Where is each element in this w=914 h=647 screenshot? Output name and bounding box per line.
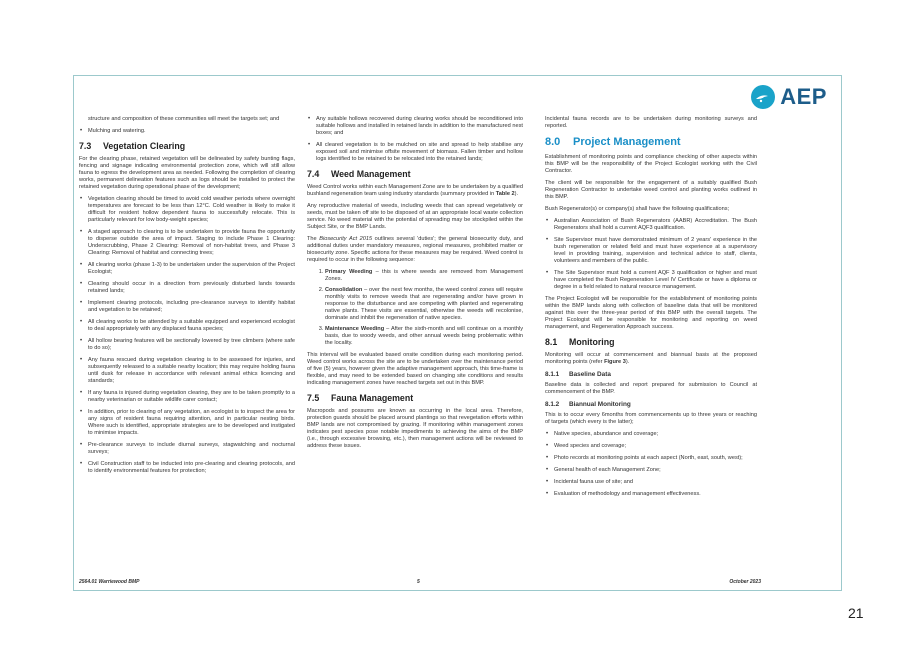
bullet-list [79, 128, 295, 135]
paragraph: Monitoring will occur at commencement and biannual basis at the proposed monitoring points (refer Figure 3). [545, 352, 757, 365]
paragraph: Weed Control works within each Management Zone are to be undertaken by a qualified bushland regeneration team using industry standards (summary provided in Table 2). [307, 184, 524, 197]
footer-document-id: 2564.01 Warriewood BMP [79, 579, 140, 585]
list-item: • Vegetation clearing should be timed to avoid cold weather periods where overnight temperatures are forecast to be less than 12°C. Cold weather is likely to make it difficult for resident hollow dependent fauna to successfully relocate. This is particularly relevant for low body-weight species; [88, 196, 295, 224]
paragraph: structure and composition of these communities will meet the targets set; and [88, 116, 280, 122]
section-heading-8-1: 8.1 Monitoring [545, 337, 615, 347]
list-item: • Pre-clearance surveys to include diurnal surveys, stagwatching and nocturnal surveys; [88, 442, 295, 456]
list-item: • If any fauna is injured during vegetation clearing, they are to be taken promptly to a nearby veterinarian or suitable wildlife carer contact; [88, 390, 295, 404]
list-item: • Any fauna rescued during vegetation clearing is to be assessed for injuries, and subsequently released to a suitable nearby location; this may require holding fauna until dusk for release in accordance with relevant animal ethics licencing and standards; [88, 357, 295, 385]
paragraph: Macropods and possums are known as occurring in the local area. Therefore, protection guards should be placed around plantings so that revegetation efforts within BMP lands are not compromised by grazing. If monitoring within management zones indicates pest species pose notable impediments to achieving the aims of the BMP (i.e., through excessive browsing, etc.), then management actions will be reviewed to address these issues. [307, 408, 523, 449]
list-item: • Weed species and coverage; [554, 443, 757, 450]
column-2 [307, 116, 523, 455]
slide-number: 21 [848, 605, 864, 621]
list-item: • The Site Supervisor must hold a current AQF 3 qualification or higher and must have completed the Bush Regeneration Level IV Certificate or have a diploma or degree in a field related to natural resource management. [554, 270, 757, 291]
list-item: • General health of each Management Zone; [554, 467, 757, 474]
list-item: • Photo records at monitoring points at each aspect (North, east, south, west); [554, 455, 757, 462]
bullet-list [545, 218, 757, 291]
list-item: • Native species, abundance and coverage; [554, 431, 757, 438]
paragraph: The Biosecurity Act 2015 outlines several 'duties'; the general biosecurity duty, and additional duties under mandatory measures, regional measures, prohibited matter or biosecurity zone. Specific actions for these measures may be required. Weed control is required to occur in the following sequence: [307, 236, 523, 263]
paragraph: The client will be responsible for the engagement of a suitably qualified Bush Regeneration Contractor to undertake weed control and planting works outlined in this BMP. [545, 180, 757, 200]
list-item: • All hollow bearing features will be sectionally lowered by tree climbers (where safe to do so); [88, 338, 295, 352]
section-heading-8-0: 8.0 Project Management [545, 136, 681, 148]
document-page [73, 75, 842, 591]
list-item: • Implement clearing protocols, including pre-clearance surveys to identify habitat and vegetation to be retained; [88, 300, 295, 314]
aep-logo-mark-icon [751, 85, 775, 109]
section-heading-7-4: 7.4 Weed Management [307, 169, 411, 179]
list-item: • Incidental fauna use of site; and [554, 479, 757, 486]
list-item: • All cleared vegetation is to be mulched on site and spread to help stabilise any exposed soil and minimise offsite movement of biomass. Fallen timber and hollow logs identified to be retained to be relocated into the retained lands; [316, 142, 523, 163]
aep-logo-text: AEP [780, 84, 827, 109]
list-item: • Civil Construction staff to be inducted into pre-clearing and clearing protocols, and to identify environmental features for protection; [88, 461, 295, 475]
paragraph: Incidental fauna records are to be undertaken during monitoring surveys and reported. [545, 116, 757, 129]
list-item: • Mulching and watering. [88, 128, 295, 135]
column-3 [545, 116, 757, 503]
list-item: • Any suitable hollows recovered during clearing works should be reconditioned into suitable hollows and installed in retained lands in addition to the manufactured nest boxes; and [316, 116, 523, 137]
list-item: • All clearing works (phase 1-3) to be undertaken under the supervision of the Project Ecologist; [88, 262, 295, 276]
list-item: • In addition, prior to clearing of any vegetation, an ecologist is to inspect the area for any signs of resident fauna requiring attention, and in particular nesting birds. Where such is identified, appropriate strategies are to be developed and instigated to minimise impacts. [88, 409, 295, 437]
bullet-list [79, 196, 295, 475]
section-heading-7-3: 7.3 Vegetation Clearing [79, 141, 186, 151]
column-1 [79, 116, 295, 480]
bullet-list [545, 431, 757, 498]
section-heading-8-1-2: 8.1.2 Biannual Monitoring [545, 401, 631, 408]
list-item: 2. Consolidation – over the next few months, the weed control zones will require monthly visits to remove weeds that are regenerating and/or have grown in response to the disturbance and are competing with planted and regenerating native plants. These visits are essential, otherwise the weeds will recolonise, dominate and inhibit the regeneration of native species. [325, 287, 523, 322]
section-heading-8-1-1: 8.1.1 Baseline Data [545, 371, 611, 378]
bullet-list [307, 116, 523, 163]
footer-page-number: 5 [417, 579, 420, 585]
list-item: 1. Primary Weeding – this is where weeds are removed from Management Zones. [325, 269, 523, 283]
footer-date: October 2023 [729, 579, 761, 585]
aep-logo [751, 84, 827, 110]
numbered-list [307, 269, 523, 347]
section-heading-7-5: 7.5 Fauna Management [307, 393, 414, 403]
list-item: • Australian Association of Bush Regenerators (AABR) Accreditation. The Bush Regenerators shall hold a current AQF3 qualification. [554, 218, 757, 232]
list-item: • Clearing should occur in a direction from previously disturbed lands towards retained lands; [88, 281, 295, 295]
paragraph: Baseline data is collected and report prepared for submission to Council at commencement of the BMP. [545, 382, 757, 395]
paragraph: Bush Regenerator(s) or company(s) shall have the following qualifications; [545, 206, 730, 212]
list-item: • Site Supervisor must have demonstrated minimum of 2 years' experience in the bush regeneration or related field and must have experience at a supervisory level in providing training, supervision and technical advice to staff, clients, volunteers and members of the public. [554, 237, 757, 265]
paragraph: This interval will be evaluated based onsite condition during each monitoring period. Weed control works across the site are to be undertaken over the maintenance period of five (5) years, however given the adaptive management approach, this time-frame is flexible, and may need to be extended based on changing site conditions and results indicating management zones have reached targets set out in this BMP. [307, 352, 523, 386]
paragraph: Establishment of monitoring points and compliance checking of other aspects within this BMP will be the responsibility of the Project Ecologist working with the Civil Contractor. [545, 154, 757, 174]
paragraph: This is to occur every 6months from commencements up to three years or reaching of targets (which every is the latter); [545, 412, 757, 425]
list-item: • Evaluation of methodology and management effectiveness. [554, 491, 757, 498]
list-item: • All clearing works to be attended by a suitable equipped and experienced ecologist to deal appropriately with any displaced fauna species; [88, 319, 295, 333]
list-item: • A staged approach to clearing is to be undertaken to provide fauna the opportunity to disperse outside the area of impact. Staging to include Phase 1 Clearing: Underscrubbing, Phase 2 Clearing: Removal of non-habitat trees, and Phase 3 Clearing: Removal of habitat and connecting trees; [88, 229, 295, 257]
paragraph: For the clearing phase, retained vegetation will be delineated by safety bunting flags, fencing and signage indicating environmental protection zone, which will still allow fauna to egress the development area as needed. Following the completion of clearing works, permanent delineation features such as logs should be installed to protect the retained vegetation during operational phase of the development; [79, 156, 295, 190]
paragraph: The Project Ecologist will be responsible for the establishment of monitoring points within the BMP lands along with collection of baseline data that will be monitored against this over the three-year period of this BMP with the overall targets. The Project Ecologist will be responsible for monitoring and reporting on weed management, and Regeneration Approach success. [545, 296, 757, 330]
list-item: 3. Maintenance Weeding – After the sixth-month and will continue on a monthly basis, due to woody weeds, and other annual weeds being problematic within the locality. [325, 326, 523, 347]
paragraph: Any reproductive material of weeds, including weeds that can spread vegetatively or seeds, must be taken off site to be disposed of at an appropriate local waste collection service. No weed material with the potential of spreading may be stockpiled within the Subject Site, or the BMP Lands. [307, 203, 523, 230]
